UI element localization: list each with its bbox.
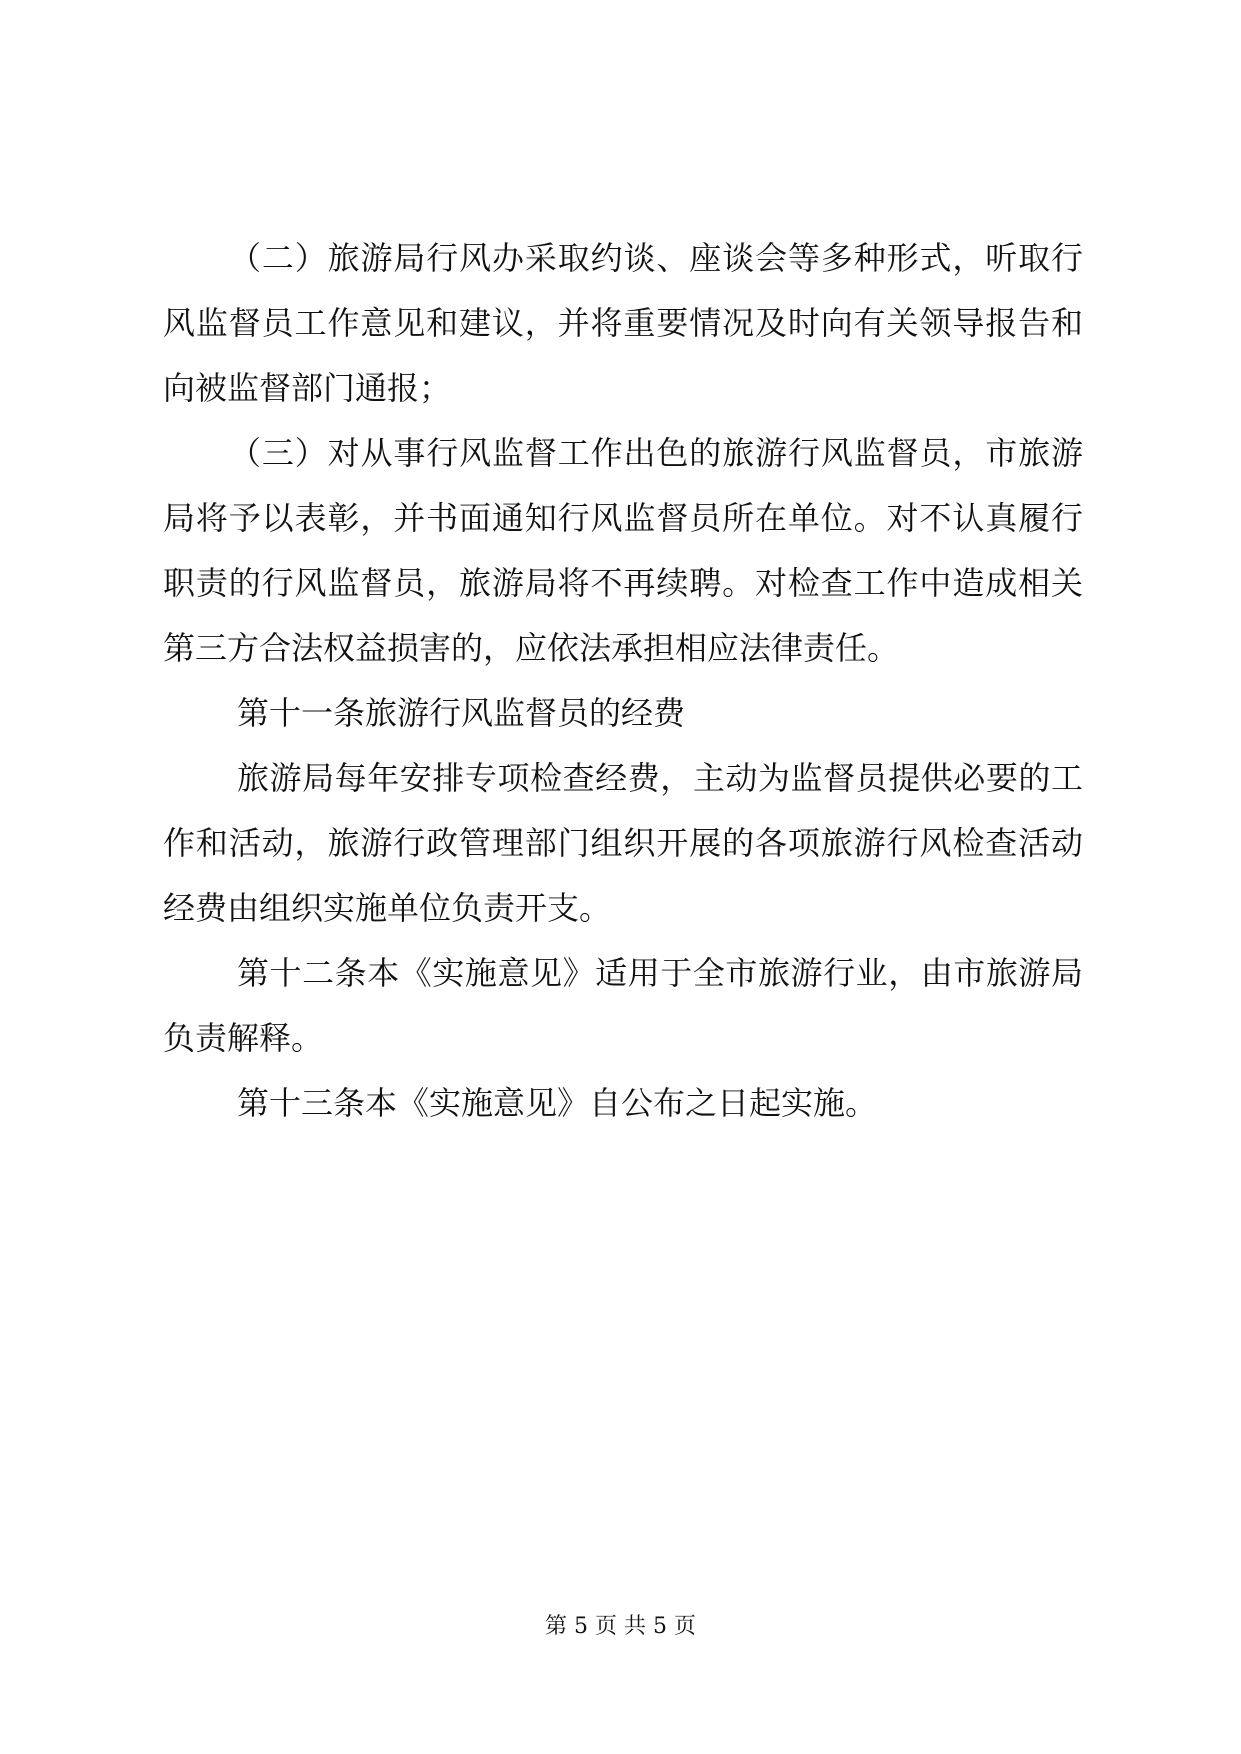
text-line: 职责的行风监督员，旅游局将不再续聘。对检查工作中造成相关 [163, 564, 1083, 602]
text-line: 负责解释。 [163, 1019, 324, 1057]
text-line: 第十二条本《实施意见》适用于全市旅游行业，由市旅游局 [237, 954, 1083, 992]
text-line: （二）旅游局行风办采取约谈、座谈会等多种形式，听取行 [229, 239, 1083, 277]
text-line: 旅游局每年安排专项检查经费，主动为监督员提供必要的工 [237, 759, 1083, 797]
article-heading: 第十一条旅游行风监督员的经费 [237, 694, 686, 732]
page-footer [0, 1612, 1241, 1642]
text-line: 第三方合法权益损害的，应依法承担相应法律责任。 [163, 629, 900, 667]
text-line: 局将予以表彰，并书面通知行风监督员所在单位。对不认真履行 [163, 499, 1083, 537]
text-line: 作和活动，旅游行政管理部门组织开展的各项旅游行风检查活动 [163, 824, 1083, 862]
text-line: 经费由组织实施单位负责开支。 [163, 889, 612, 927]
document-body [163, 226, 1083, 1136]
text-line: （三）对从事行风监督工作出色的旅游行风监督员，市旅游 [229, 434, 1083, 472]
text-line: 向被监督部门通报； [163, 369, 452, 407]
text-line: 风监督员工作意见和建议，并将重要情况及时向有关领导报告和 [163, 304, 1083, 342]
page-number: 第 5 页 共 5 页 [545, 1614, 696, 1639]
text-line: 第十三条本《实施意见》自公布之日起实施。 [237, 1084, 878, 1122]
